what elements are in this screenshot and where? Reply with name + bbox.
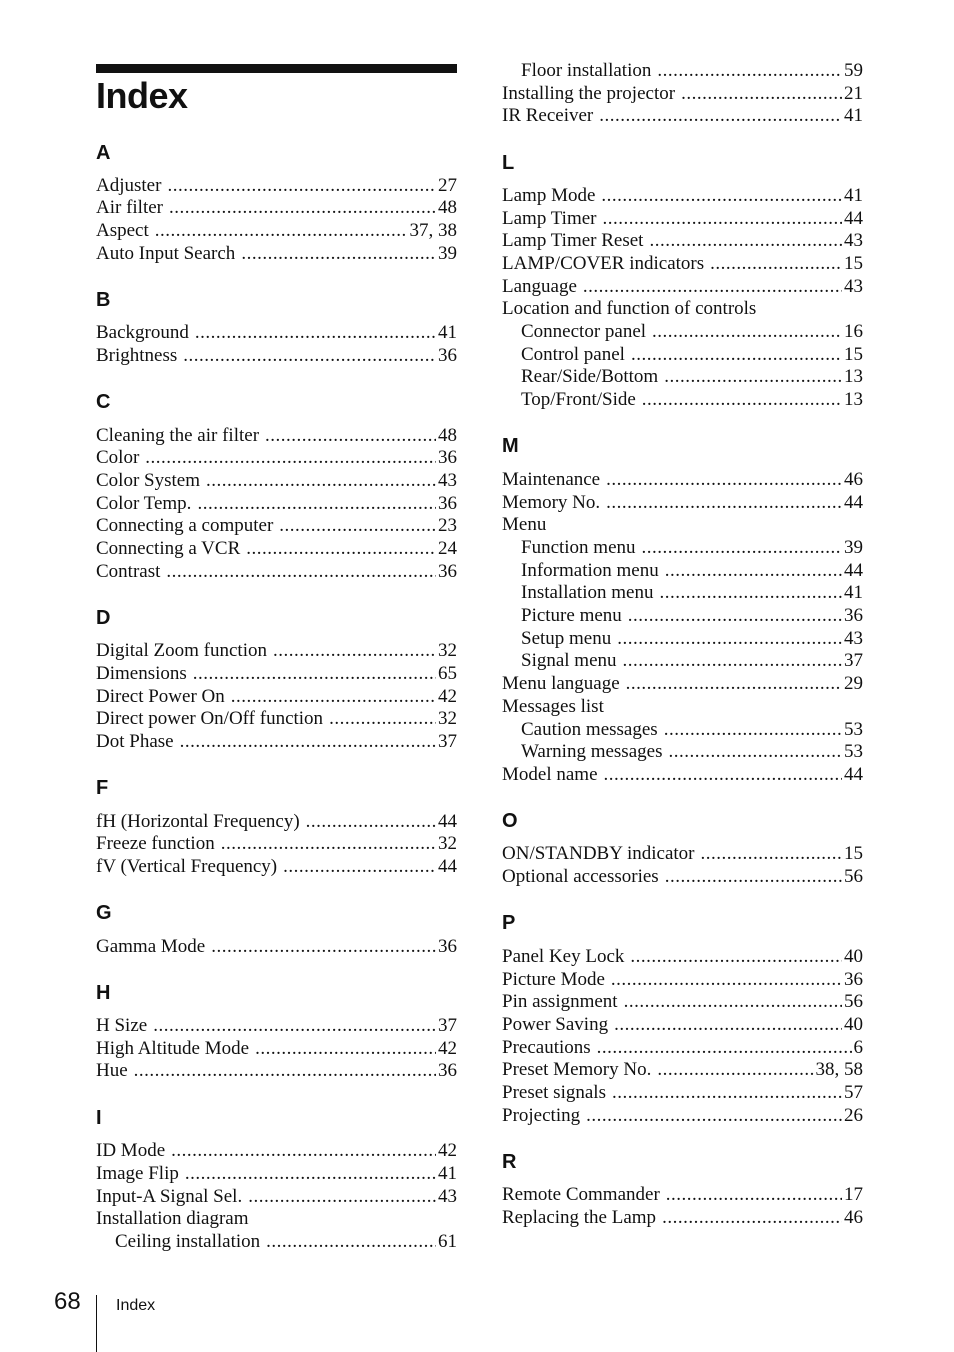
section-letter-p: P — [502, 912, 516, 934]
index-subentry: Connector panel ..... 16 — [521, 320, 863, 343]
section-letter-b: B — [96, 289, 111, 311]
section-letter-m: M — [502, 435, 519, 457]
index-entry: Adjuster ..... 27 — [96, 174, 457, 197]
index-entry: Menu language ..... 29 — [502, 672, 863, 695]
index-entry: Power Saving ..... 40 — [502, 1013, 863, 1036]
index-entry: Direct power On/Off function ..... 32 — [96, 707, 457, 730]
section-letter-a: A — [96, 142, 111, 164]
index-entry: Picture Mode ..... 36 — [502, 968, 863, 991]
section-letter-r: R — [502, 1151, 517, 1173]
index-subentry: Function menu ..... 39 — [521, 536, 863, 559]
index-entry: Location and function of controls — [502, 298, 757, 319]
index-entry: Optional accessories ..... 56 — [502, 865, 863, 888]
index-entry: Aspect ..... 37, 38 — [96, 219, 457, 242]
index-entry: Preset Memory No. ..... 38, 58 — [502, 1058, 863, 1081]
index-entry: Remote Commander ..... 17 — [502, 1183, 863, 1206]
index-entry: LAMP/COVER indicators ..... 15 — [502, 252, 863, 275]
index-entry: Language ..... 43 — [502, 275, 863, 298]
index-entry: ID Mode ..... 42 — [96, 1139, 457, 1162]
index-entry: Connecting a computer ..... 23 — [96, 514, 457, 537]
index-entry: Digital Zoom function ..... 32 — [96, 639, 457, 662]
index-subentry: Caution messages ..... 53 — [521, 718, 863, 741]
index-entry: High Altitude Mode ..... 42 — [96, 1037, 457, 1060]
index-entry: Memory No. ..... 44 — [502, 491, 863, 514]
index-entry: Installing the projector ..... 21 — [502, 82, 863, 105]
footer-divider — [96, 1295, 97, 1352]
index-entry: ON/STANDBY indicator ..... 15 — [502, 842, 863, 865]
index-entry: Contrast ..... 36 — [96, 560, 457, 583]
index-entry: Replacing the Lamp ..... 46 — [502, 1206, 863, 1229]
page-title: Index — [96, 75, 188, 116]
index-entry: Gamma Mode ..... 36 — [96, 935, 457, 958]
index-entry: Auto Input Search ..... 39 — [96, 242, 457, 265]
index-subentry: Rear/Side/Bottom ..... 13 — [521, 365, 863, 388]
page-number: 68 — [54, 1288, 81, 1315]
index-subentry: Picture menu ..... 36 — [521, 604, 863, 627]
index-entry: Precautions ..... 6 — [502, 1036, 863, 1059]
index-entry: Hue ..... 36 — [96, 1059, 457, 1082]
index-entry: Pin assignment ..... 56 — [502, 990, 863, 1013]
index-entry: Color System ..... 43 — [96, 469, 457, 492]
section-letter-i: I — [96, 1107, 102, 1129]
index-entry: Preset signals ..... 57 — [502, 1081, 863, 1104]
index-entry: Dot Phase ..... 37 — [96, 730, 457, 753]
index-subentry: Setup menu ..... 43 — [521, 627, 863, 650]
footer-section-label: Index — [116, 1297, 156, 1314]
section-letter-c: C — [96, 391, 111, 413]
index-subentry: Warning messages ..... 53 — [521, 740, 863, 763]
index-subentry: Control panel ..... 15 — [521, 343, 863, 366]
index-subentry: Ceiling installation ..... 61 — [115, 1230, 457, 1253]
index-subentry: Top/Front/Side ..... 13 — [521, 388, 863, 411]
index-entry: Messages list — [502, 696, 604, 717]
index-subentry: Installation menu ..... 41 — [521, 581, 863, 604]
index-entry: Menu — [502, 514, 547, 535]
section-letter-l: L — [502, 152, 515, 174]
index-entry: fV (Vertical Frequency) ..... 44 — [96, 855, 457, 878]
index-entry: Air filter ..... 48 — [96, 196, 457, 219]
section-letter-d: D — [96, 607, 111, 629]
index-entry: H Size ..... 37 — [96, 1014, 457, 1037]
index-entry: Brightness ..... 36 — [96, 344, 457, 367]
index-entry: fH (Horizontal Frequency) ..... 44 — [96, 810, 457, 833]
index-subentry: Floor installation ..... 59 — [521, 59, 863, 82]
index-entry: Maintenance ..... 46 — [502, 468, 863, 491]
index-entry: Background ..... 41 — [96, 321, 457, 344]
title-rule — [96, 64, 457, 73]
index-entry: Color ..... 36 — [96, 446, 457, 469]
index-entry: Cleaning the air filter ..... 48 — [96, 424, 457, 447]
index-entry: Model name ..... 44 — [502, 763, 863, 786]
section-letter-f: F — [96, 777, 109, 799]
index-entry: Installation diagram — [96, 1208, 249, 1229]
index-entry: Freeze function ..... 32 — [96, 832, 457, 855]
section-letter-o: O — [502, 810, 518, 832]
index-entry: Connecting a VCR ..... 24 — [96, 537, 457, 560]
index-entry: Direct Power On ..... 42 — [96, 685, 457, 708]
index-entry: Lamp Timer Reset ..... 43 — [502, 229, 863, 252]
index-entry: Color Temp. ..... 36 — [96, 492, 457, 515]
index-entry: Image Flip ..... 41 — [96, 1162, 457, 1185]
index-entry: Input-A Signal Sel. ..... 43 — [96, 1185, 457, 1208]
index-subentry: Information menu ..... 44 — [521, 559, 863, 582]
index-entry: Dimensions ..... 65 — [96, 662, 457, 685]
index-subentry: Signal menu ..... 37 — [521, 649, 863, 672]
index-entry: Projecting ..... 26 — [502, 1104, 863, 1127]
section-letter-h: H — [96, 982, 111, 1004]
section-letter-g: G — [96, 902, 112, 924]
index-entry: Panel Key Lock ..... 40 — [502, 945, 863, 968]
index-entry: Lamp Timer ..... 44 — [502, 207, 863, 230]
index-entry: IR Receiver ..... 41 — [502, 104, 863, 127]
index-entry: Lamp Mode ..... 41 — [502, 184, 863, 207]
